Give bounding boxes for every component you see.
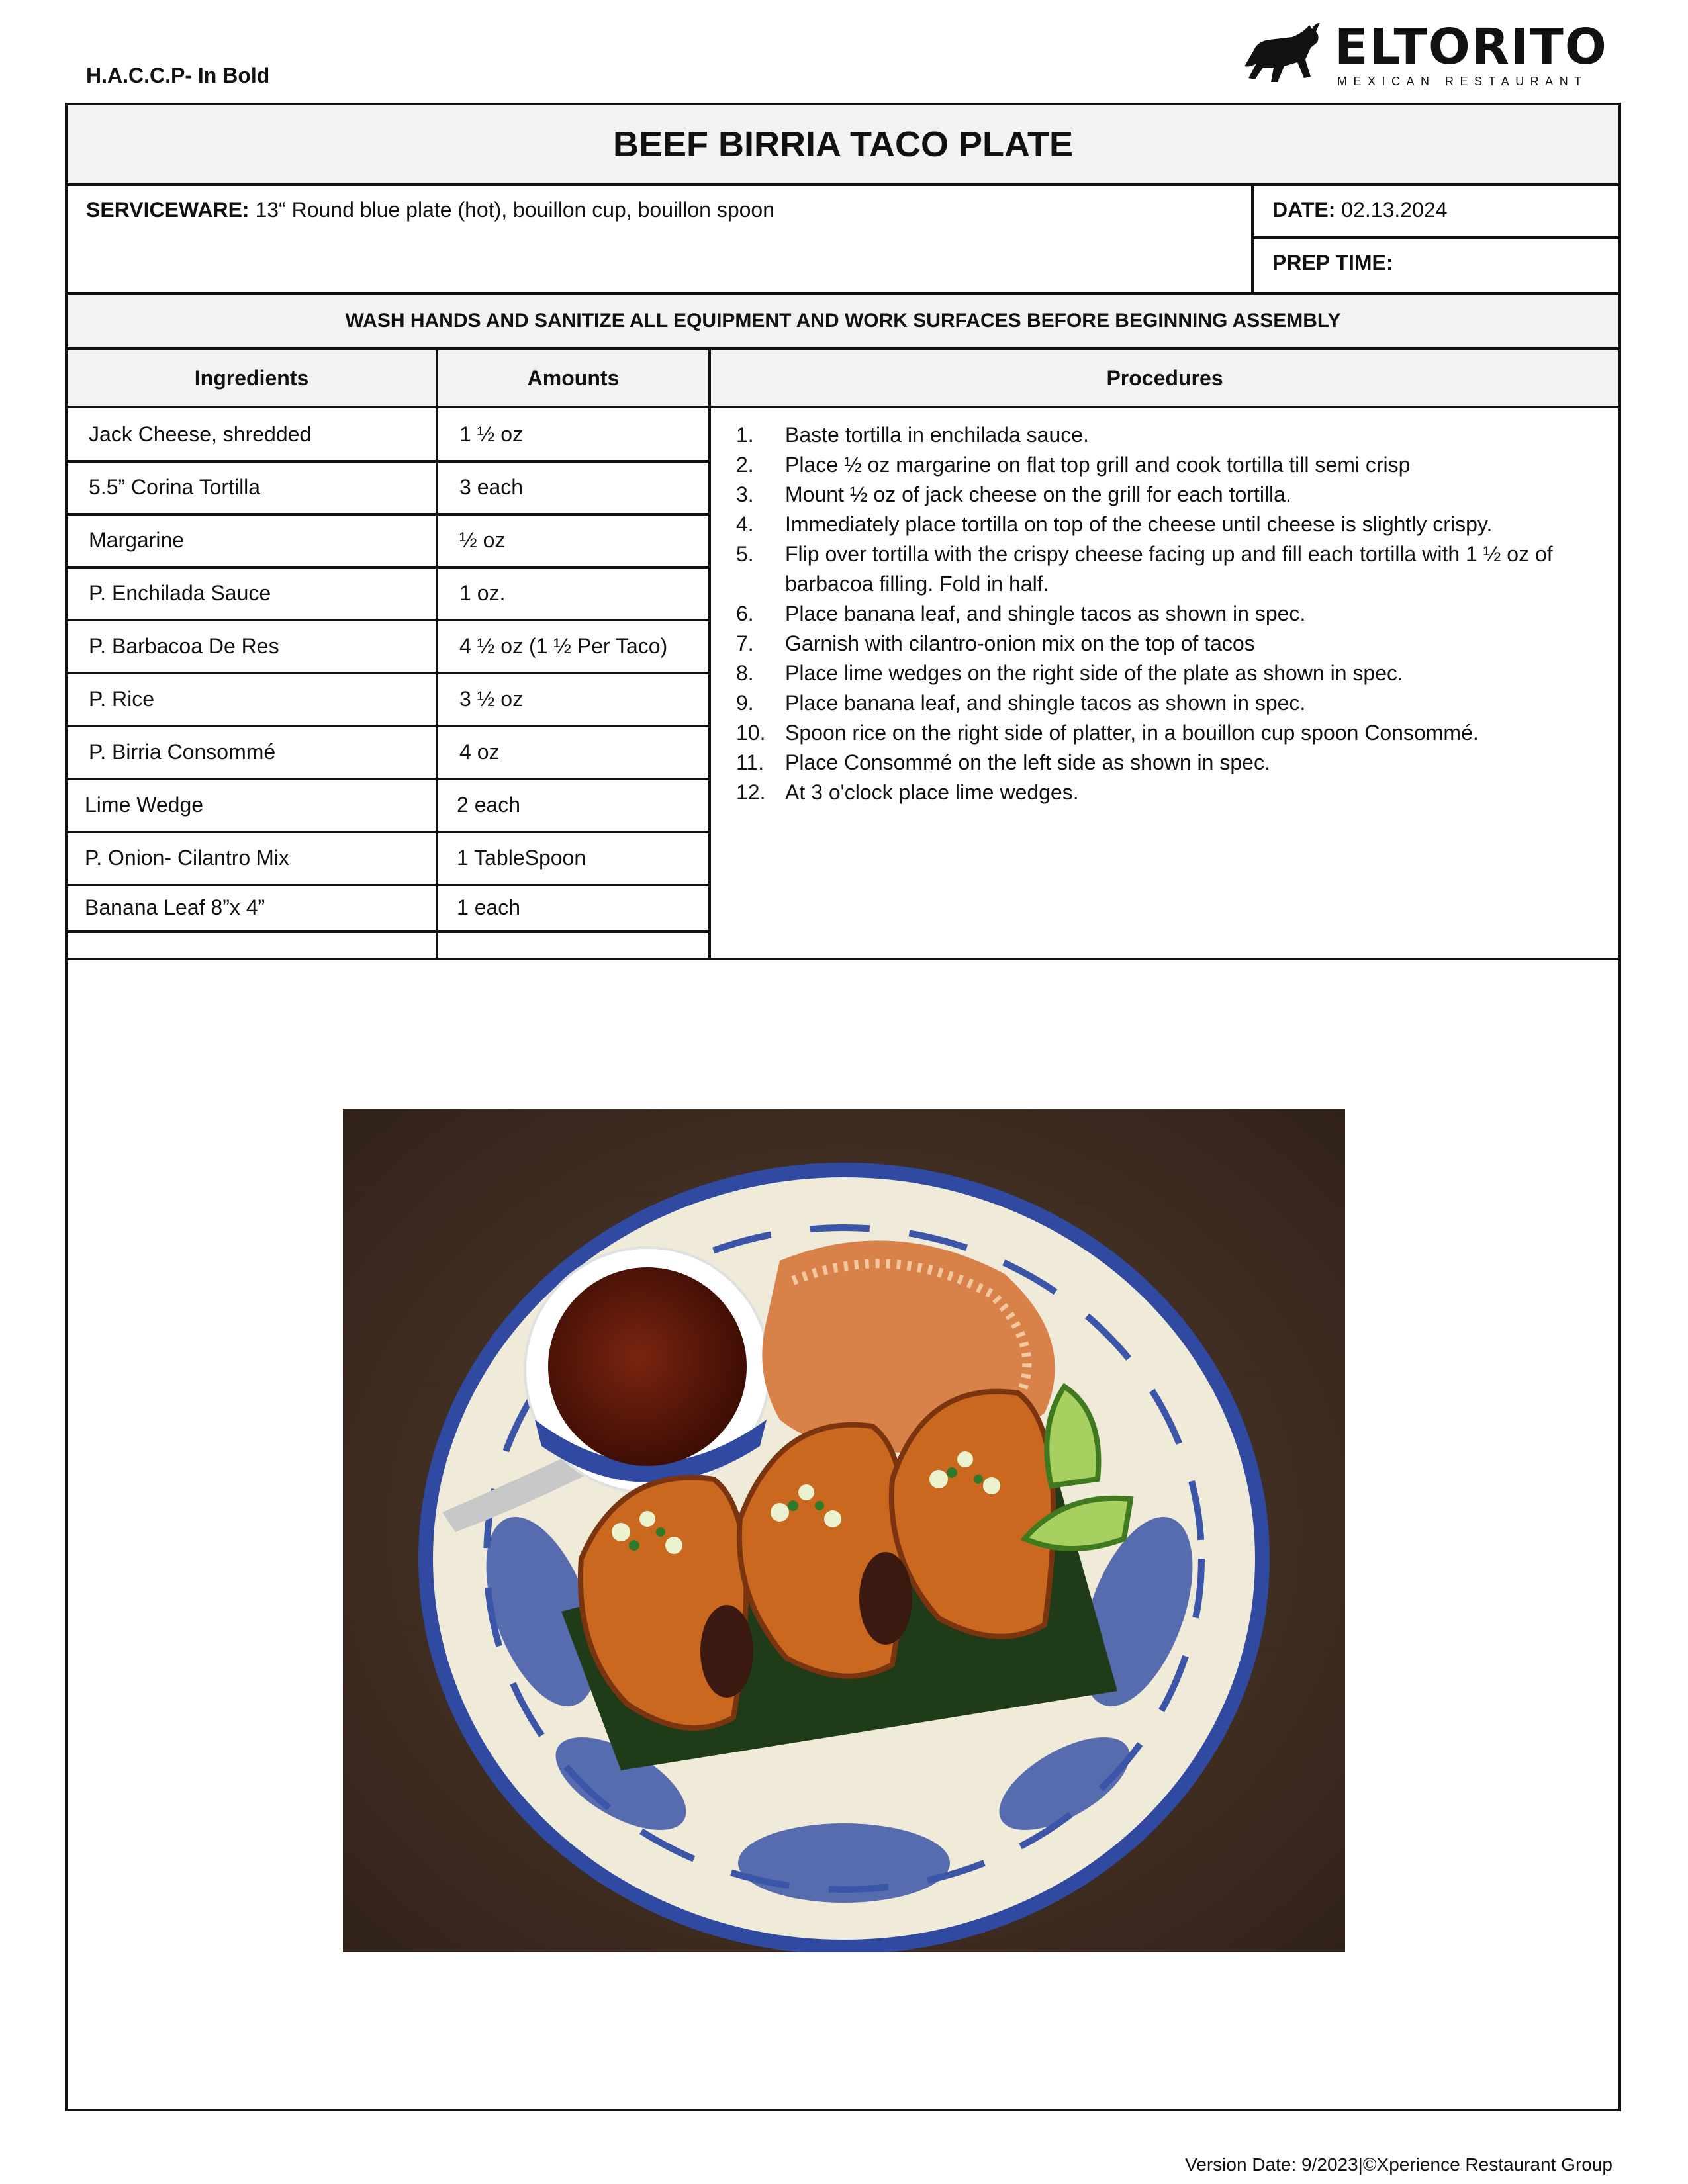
row-divider: [68, 778, 708, 780]
ingredient-name: P. Birria Consommé: [89, 740, 276, 764]
plated-dish-photo: [343, 1109, 1345, 1952]
step-text: Place banana leaf, and shingle tacos as shown in spec.: [785, 691, 1306, 715]
procedure-step: [736, 778, 1610, 807]
ingredient-amount: 4 ½ oz (1 ½ Per Taco): [459, 634, 668, 658]
ingredient-amount: 2 each: [457, 793, 521, 817]
page-title: BEEF BIRRIA TACO PLATE: [68, 105, 1618, 186]
prep-time-cell: [1254, 239, 1618, 292]
procedure-step: [736, 539, 1610, 599]
procedure-step: [736, 480, 1610, 510]
procedure-step: [736, 718, 1610, 748]
step-number: 11.: [736, 751, 765, 774]
row-divider: [68, 831, 708, 833]
ingredient-amount: 1 each: [457, 895, 521, 919]
procedure-step: [736, 450, 1610, 480]
amounts-header: Amounts: [438, 350, 711, 408]
ingredient-name: 5.5” Corina Tortilla: [89, 475, 261, 499]
procedure-step: [736, 420, 1610, 450]
ingredient-name: P. Onion- Cilantro Mix: [85, 846, 289, 870]
row-divider: [68, 884, 708, 886]
procedure-step: [736, 688, 1610, 718]
row-divider: [68, 672, 708, 674]
step-text: Baste tortilla in enchilada sauce.: [785, 423, 1089, 447]
step-number: 4.: [736, 512, 754, 536]
step-text: At 3 o'clock place lime wedges.: [785, 780, 1079, 804]
step-number: 1.: [736, 423, 754, 447]
row-divider: [68, 566, 708, 569]
date-cell: [1254, 186, 1618, 239]
step-text: Garnish with cilantro-onion mix on the top of tacos: [785, 631, 1255, 655]
date-value: 02.13.2024: [1335, 198, 1448, 222]
ingredient-name: Jack Cheese, shredded: [89, 422, 312, 446]
serviceware-cell: [68, 186, 1254, 292]
ingredients-header: Ingredients: [68, 350, 438, 408]
ingredient-name: P. Rice: [89, 687, 155, 711]
procedure-step: [736, 599, 1610, 629]
step-number: 5.: [736, 542, 754, 566]
version-footer: Version Date: 9/2023|©Xperience Restaurant Group: [1185, 2154, 1613, 2175]
date-label: DATE:: [1272, 198, 1336, 222]
ingredient-amount: ½ oz: [459, 528, 506, 552]
step-text: Immediately place tortilla on top of the cheese until cheese is slightly crispy.: [785, 512, 1493, 536]
el-torito-logo: [1231, 20, 1628, 86]
ingredient-name: P. Enchilada Sauce: [89, 581, 271, 605]
ingredient-amount: 1 oz.: [459, 581, 506, 605]
row-divider: [68, 619, 708, 621]
procedures-list: [736, 420, 1610, 807]
haccp-label: H.A.C.C.P- In Bold: [86, 64, 270, 87]
procedures-divider: [708, 408, 711, 960]
ingredient-amount: 3 ½ oz: [459, 687, 524, 711]
procedure-step: [736, 629, 1610, 659]
bull-icon: [1231, 20, 1331, 86]
step-text: Place banana leaf, and shingle tacos as shown in spec.: [785, 602, 1306, 625]
procedure-step: [736, 659, 1610, 688]
ingredient-name: P. Barbacoa De Res: [89, 634, 279, 658]
step-number: 9.: [736, 691, 754, 715]
row-divider: [68, 513, 708, 516]
step-text: Spoon rice on the right side of platter, in a bouillon cup spoon Consommé.: [785, 721, 1479, 745]
prep-time-label: PREP TIME:: [1272, 251, 1393, 275]
ingredient-amount: 3 each: [459, 475, 524, 499]
step-text: Mount ½ oz of jack cheese on the grill for each tortilla.: [785, 482, 1291, 506]
step-number: 2.: [736, 453, 754, 477]
step-number: 3.: [736, 482, 754, 506]
step-number: 6.: [736, 602, 754, 625]
ingredient-amount: 1 TableSpoon: [457, 846, 586, 870]
row-divider: [68, 930, 708, 933]
logo-wordmark: ELTORITO: [1335, 19, 1608, 75]
row-divider: [68, 725, 708, 727]
ingredient-name: Lime Wedge: [85, 793, 204, 817]
row-divider: [68, 460, 708, 463]
ingredient-name: Banana Leaf 8”x 4”: [85, 895, 265, 919]
table-bottom-border: [68, 958, 1618, 960]
procedure-step: [736, 748, 1610, 778]
ingredients-divider: [436, 408, 438, 960]
step-text: Place Consommé on the left side as shown in spec.: [785, 751, 1270, 774]
wash-notice: WASH HANDS AND SANITIZE ALL EQUIPMENT AND WORK SURFACES BEFORE BEGINNING ASSEMBLY: [68, 292, 1618, 350]
serviceware-value: 13“ Round blue plate (hot), bouillon cup, bouillon spoon: [249, 198, 774, 222]
ingredient-amount: 1 ½ oz: [459, 422, 524, 446]
step-text: Flip over tortilla with the crispy cheese facing up and fill each tortilla with 1 ½ oz of barbacoa filling. Fold in half.: [785, 542, 1553, 596]
logo-tagline: MEXICAN RESTAURANT: [1337, 75, 1588, 88]
step-number: 7.: [736, 631, 754, 655]
ingredient-name: Margarine: [89, 528, 185, 552]
step-number: 8.: [736, 661, 754, 685]
step-text: Place lime wedges on the right side of the plate as shown in spec.: [785, 661, 1403, 685]
procedures-header: Procedures: [711, 350, 1618, 408]
procedure-step: [736, 510, 1610, 539]
step-number: 10.: [736, 721, 766, 745]
step-text: Place ½ oz margarine on flat top grill and cook tortilla till semi crisp: [785, 453, 1411, 477]
serviceware-label: SERVICEWARE:: [86, 198, 250, 222]
ingredient-amount: 4 oz: [459, 740, 500, 764]
step-number: 12.: [736, 780, 766, 804]
